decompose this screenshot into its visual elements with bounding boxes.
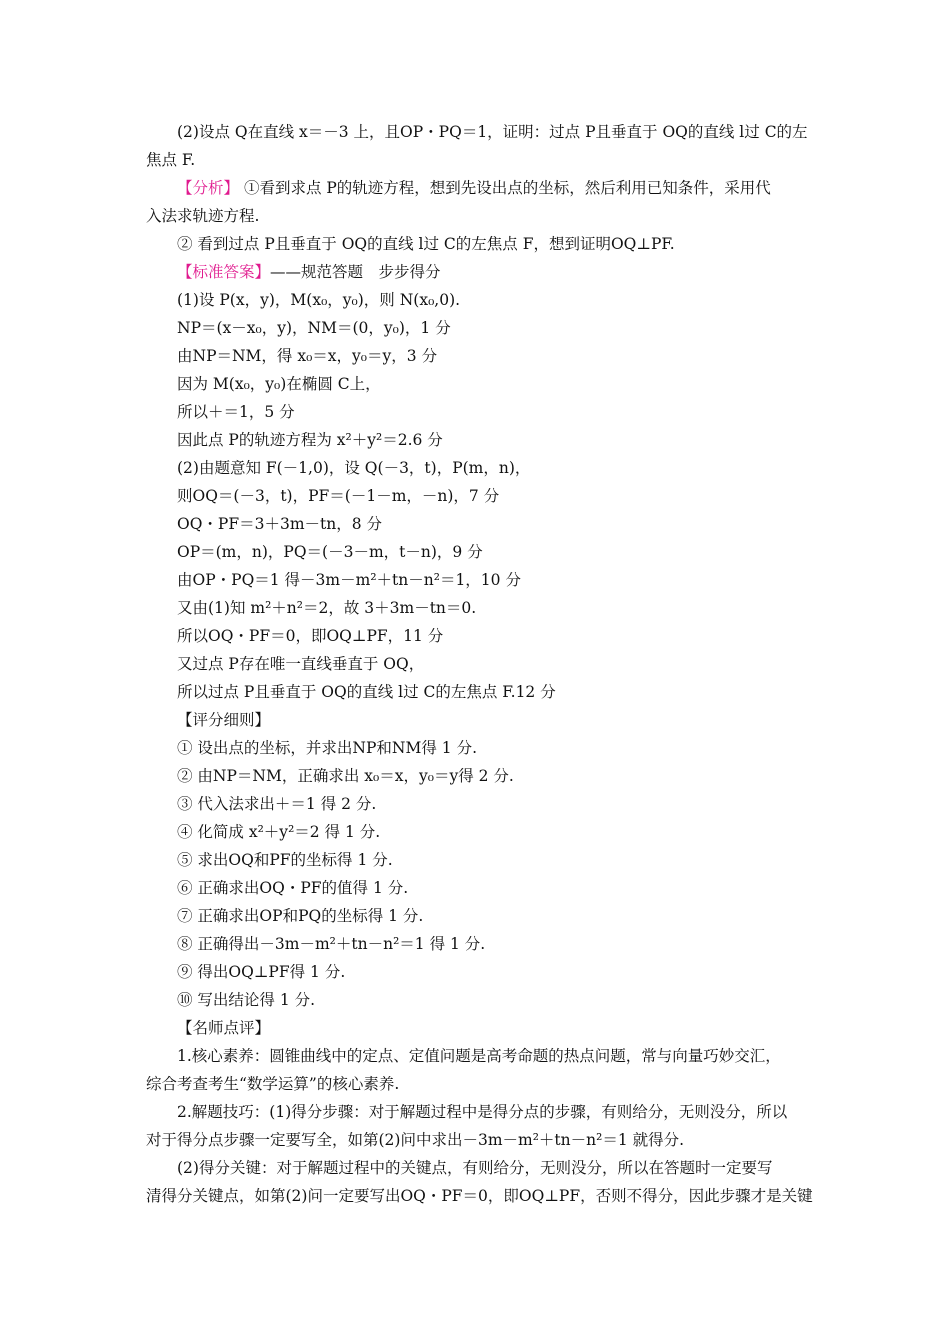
comment-p2-line-1: 2.解题技巧：(1)得分步骤：对于解题过程中是得分点的步骤，有则给分，无则没分，所以 <box>177 1103 788 1121</box>
scoring-item: ⑩ 写出结论得 1 分. <box>177 991 316 1009</box>
answer-line: NP＝(x－x₀，y)，NM＝(0，y₀)，1 分 <box>177 319 451 337</box>
scoring-item: ⑤ 求出OQ和PF的坐标得 1 分. <box>177 851 393 869</box>
comment-p3-line-2: 清得分关键点，如第(2)问一定要写出OQ・PF＝0，即OQ⊥PF，否则不得分，因此步骤才是关键 <box>146 1187 813 1205</box>
answer-line: 由OP・PQ＝1 得－3m－m²＋tn－n²＝1，10 分 <box>177 571 521 589</box>
answer-line: OQ・PF＝3＋3m－tn，8 分 <box>177 515 383 533</box>
analysis-line-2: 入法求轨迹方程. <box>146 207 260 225</box>
answer-line: 又过点 P存在唯一直线垂直于 OQ， <box>177 655 425 673</box>
answer-line: 因为 M(x₀，y₀)在椭圆 C上， <box>177 375 381 393</box>
comment-heading: 【名师点评】 <box>177 1019 271 1037</box>
answer-line: 由NP＝NM，得 x₀＝x，y₀＝y，3 分 <box>177 347 438 365</box>
scoring-item: ⑦ 正确求出OP和PQ的坐标得 1 分. <box>177 907 424 925</box>
answer-line: 因此点 P的轨迹方程为 x²＋y²＝2.6 分 <box>177 431 443 449</box>
scoring-item: ③ 代入法求出＋＝1 得 2 分. <box>177 795 377 813</box>
answer-line: 又由(1)知 m²＋n²＝2，故 3＋3m－tn＝0. <box>177 599 477 617</box>
answer-tag: 【标准答案】 <box>177 263 271 281</box>
answer-line: 则OQ＝(－3，t)，PF＝(－1－m，－n)，7 分 <box>177 487 500 505</box>
document-page <box>146 118 812 1210</box>
comment-p1-line-2: 综合考查考生“数学运算”的核心素养. <box>146 1075 400 1093</box>
question-2-line-2: 焦点 F. <box>146 151 196 169</box>
question-2-line-1: (2)设点 Q在直线 x＝－3 上，且OP・PQ＝1，证明：过点 P且垂直于 OQ的直线 l过 C的左 <box>177 123 808 141</box>
scoring-item: ② 由NP＝NM，正确求出 x₀＝x，y₀＝y得 2 分. <box>177 767 514 785</box>
answer-line: OP＝(m，n)，PQ＝(－3－m，t－n)，9 分 <box>177 543 483 561</box>
scoring-heading: 【评分细则】 <box>177 711 271 729</box>
comment-p1-line-1: 1.核心素养：圆锥曲线中的定点、定值问题是高考命题的热点问题，常与向量巧妙交汇， <box>177 1047 781 1065</box>
answer-line: 所以OQ・PF＝0，即OQ⊥PF，11 分 <box>177 627 444 645</box>
answer-line: 所以过点 P且垂直于 OQ的直线 l过 C的左焦点 F.12 分 <box>177 683 556 701</box>
answer-line: 所以＋＝1，5 分 <box>177 403 295 421</box>
answer-subtitle: ——规范答题 步步得分 <box>270 263 441 281</box>
scoring-item: ④ 化简成 x²＋y²＝2 得 1 分. <box>177 823 381 841</box>
analysis-line-3: ② 看到过点 P且垂直于 OQ的直线 l过 C的左焦点 F，想到证明OQ⊥PF. <box>177 235 675 253</box>
scoring-item: ① 设出点的坐标，并求出NP和NM得 1 分. <box>177 739 477 757</box>
analysis-text-1: ①看到求点 P的轨迹方程，想到先设出点的坐标，然后利用已知条件，采用代 <box>239 179 771 197</box>
analysis-line-1 <box>146 174 812 202</box>
answer-line: (2)由题意知 F(－1,0)，设 Q(－3，t)，P(m，n)， <box>177 459 531 477</box>
scoring-item: ⑨ 得出OQ⊥PF得 1 分. <box>177 963 346 981</box>
comment-p3-line-1: (2)得分关键：对于解题过程中的关键点，有则给分，无则没分，所以在答题时一定要写 <box>177 1159 773 1177</box>
answer-heading <box>146 258 812 286</box>
scoring-item: ⑧ 正确得出－3m－m²＋tn－n²＝1 得 1 分. <box>177 935 486 953</box>
answer-line: (1)设 P(x，y)，M(x₀，y₀)，则 N(x₀,0). <box>177 291 461 309</box>
comment-p2-line-2: 对于得分点步骤一定要写全，如第(2)问中求出－3m－m²＋tn－n²＝1 就得分. <box>146 1131 685 1149</box>
scoring-item: ⑥ 正确求出OQ・PF的值得 1 分. <box>177 879 409 897</box>
analysis-tag: 【分析】 <box>177 179 240 197</box>
